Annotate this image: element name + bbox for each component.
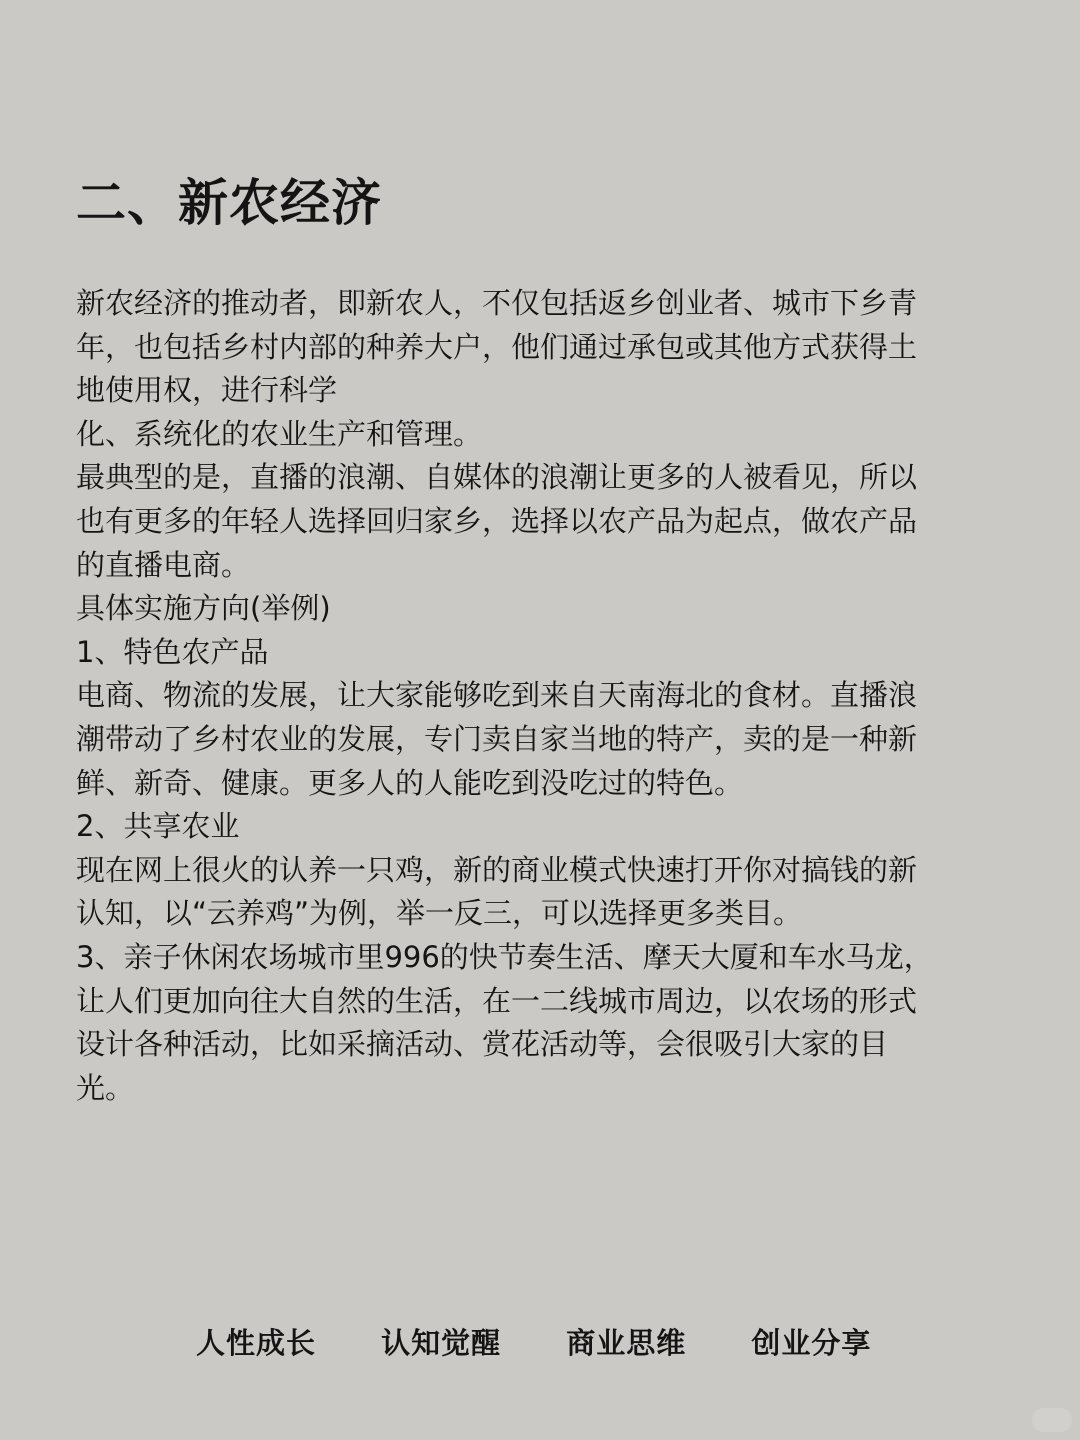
text-line: 设计各种活动，比如采摘活动、赏花活动等，会很吸引大家的目 xyxy=(76,1027,889,1062)
text-line: 认知，以“云养鸡”为例，举一反三，可以选择更多类目。 xyxy=(76,896,803,931)
text-line: 地使用权，进行科学 xyxy=(76,373,338,408)
section-heading: 具体实施方向(举例) xyxy=(76,591,331,626)
corner-watermark xyxy=(1032,1408,1072,1432)
text-line: 鲜、新奇、健康。更多人的人能吃到没吃过的特色。 xyxy=(76,765,744,800)
tag-row xyxy=(196,1318,871,1368)
page-title: 二、新农经济 xyxy=(76,174,382,232)
text-line: 现在网上很火的认养一只鸡，新的商业模式快速打开你对搞钱的新 xyxy=(76,852,918,887)
text-line: 3、亲子休闲农场城市里996的快节奏生活、摩天大厦和车水马龙， xyxy=(76,939,933,974)
tag-startup-sharing: 创业分享 xyxy=(751,1326,872,1360)
tag-cognitive-awakening: 认知觉醒 xyxy=(381,1326,502,1360)
tag-business-thinking: 商业思维 xyxy=(566,1326,687,1360)
section-heading: 1、特色农产品 xyxy=(76,634,269,669)
text-line: 化、系统化的农业生产和管理。 xyxy=(76,416,483,451)
text-line: 光。 xyxy=(76,1070,135,1105)
text-line: 新农经济的推动者，即新农人，不仅包括返乡创业者、城市下乡青 xyxy=(76,286,918,320)
section-heading: 2、共享农业 xyxy=(76,809,240,844)
text-line: 的直播电商。 xyxy=(76,547,251,582)
tag-human-growth: 人性成长 xyxy=(196,1326,317,1360)
article-body xyxy=(76,282,996,1110)
text-line: 也有更多的年轻人选择回归家乡，选择以农产品为起点，做农产品 xyxy=(76,503,918,538)
text-line: 让人们更加向往大自然的生活，在一二线城市周边，以农场的形式 xyxy=(76,983,918,1018)
text-line: 年，也包括乡村内部的种养大户，他们通过承包或其他方式获得土 xyxy=(76,329,918,364)
text-line: 电商、物流的发展，让大家能够吃到来自天南海北的食材。直播浪 xyxy=(76,678,918,713)
text-line: 潮带动了乡村农业的发展，专门卖自家当地的特产，卖的是一种新 xyxy=(76,721,918,756)
text-line: 最典型的是，直播的浪潮、自媒体的浪潮让更多的人被看见，所以 xyxy=(76,460,918,495)
